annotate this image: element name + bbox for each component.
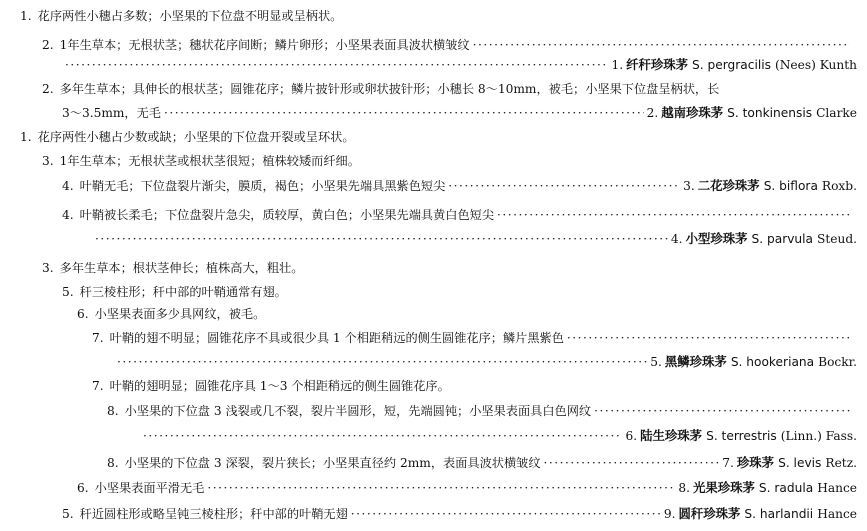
couplet-text: 叶鞘的翅明显；圆锥花序具 1～3 个相距稍远的侧生圆锥花序。 [109,379,450,393]
couplet-text: 秆三棱柱形；秆中部的叶鞘通常有翅。 [79,285,287,299]
species-author: Steud. [817,232,857,246]
species-entry [678,476,857,500]
key-line-7 [42,149,855,173]
dot-leader [594,399,852,423]
couplet-text: 1年生草本；无根状茎或根状茎很短；植株较矮而纤细。 [59,154,360,168]
couplet-text: 小坚果表面平滑无毛 [94,481,205,495]
couplet-number: 3. [42,154,54,168]
couplet-text: 花序两性小穗占多数；小坚果的下位盘不明显或呈柄状。 [37,9,343,23]
couplet-number: 6. [77,307,89,321]
dot-leader [497,203,852,227]
dot-leader [448,174,680,198]
species-chinese-name: 珍珠茅 [736,455,775,470]
couplet-number: 2. [42,38,54,52]
species-scientific-name: S. levis [778,456,822,470]
species-author: (Nees) Kunth [774,58,857,72]
couplet-number: 8. [107,404,119,418]
species-chinese-name: 光果珍珠茅 [692,480,755,495]
couplet-text: 小坚果表面多少具网纹，被毛。 [94,307,266,321]
species-author: Retz. [825,456,857,470]
key-line-10 [92,227,857,251]
couplet-number: 3. [42,261,54,275]
couplet-text: 花序两性小穗占少数或缺；小坚果的下位盘开裂或呈环状。 [37,130,355,144]
species-author: Roxb. [821,179,857,193]
species-number: 6. [625,429,638,443]
dot-leader [65,53,608,77]
species-number: 2. [646,106,659,120]
species-scientific-name: S. parvula [751,232,814,246]
couplet-number: 7. [92,331,104,345]
dot-leader [544,451,720,475]
couplet-text: 叶鞘的翅不明显；圆锥花序不具或很少具 1 个相距稍远的侧生圆锥花序；鳞片黑紫色 [109,331,564,345]
species-entry [671,227,857,251]
couplet-number: 5. [62,507,74,521]
species-number: 9. [663,507,676,521]
dot-leader [95,227,668,251]
key-line-9 [62,203,855,227]
dot-leader [567,326,852,350]
species-entry [647,101,857,125]
species-scientific-name: S. harlandii [744,507,814,521]
species-scientific-name: S. terrestris [706,429,777,443]
species-number: 1. [611,58,624,72]
species-chinese-name: 越南珍珠茅 [661,105,724,120]
key-line-13 [77,302,855,326]
dot-leader [207,476,675,500]
species-entry [625,424,857,448]
species-number: 4. [670,232,683,246]
couplet-text: 小坚果的下位盘 3 浅裂或几不裂，裂片半圆形，短，先端圆钝；小坚果表面具白色网纹 [124,404,592,418]
couplet-number: 7. [92,379,104,393]
species-author: Clarke [816,106,857,120]
species-entry [722,451,857,475]
key-line-11 [42,256,855,280]
species-entry [611,53,857,77]
dot-leader [143,424,622,448]
couplet-number: 1. [20,9,32,23]
key-line-3 [62,53,857,77]
key-line-1 [20,4,855,28]
species-author: (Linn.) Fass. [780,429,857,443]
species-chinese-name: 黑鳞珍珠茅 [664,354,727,369]
key-line-17 [107,399,855,423]
species-entry [683,174,857,198]
species-number: 8. [678,481,690,495]
species-chinese-name: 纤秆珍珠茅 [626,57,689,72]
key-line-14 [92,326,855,350]
species-number: 3. [683,179,695,193]
species-scientific-name: S. radula [758,481,814,495]
species-scientific-name: S. hookeriana [730,355,815,369]
species-chinese-name: 陆生珍珠茅 [640,428,703,443]
couplet-number: 5. [62,285,74,299]
couplet-text: 1年生草本；无根状茎；穗状花序间断；鳞片卵形；小坚果表面具波状横皱纹 [59,38,470,52]
key-line-18 [140,424,857,448]
species-chinese-name: 圆秆珍珠茅 [678,506,741,521]
dot-leader [164,101,644,125]
key-line-15 [114,350,857,374]
couplet-number: 4. [62,179,74,193]
species-number: 5. [650,355,662,369]
species-chinese-name: 二花珍珠茅 [697,178,760,193]
species-number: 7. [722,456,734,470]
couplet-number: 6. [77,481,89,495]
couplet-text: 叶鞘无毛；下位盘裂片渐尖，膜质，褐色；小坚果先端具黑紫色短尖 [79,179,446,193]
key-line-16 [92,374,855,398]
key-line-4 [42,77,857,101]
couplet-text: 多年生草本；根状茎伸长；植株高大，粗壮。 [59,261,304,275]
couplet-text: 秆近圆柱形或略呈钝三棱柱形；秆中部的叶鞘无翅 [79,507,348,521]
key-line-21 [62,502,857,526]
key-line-6 [20,125,855,149]
species-author: Hance [817,481,857,495]
dot-leader [351,502,661,526]
key-line-19 [107,451,857,475]
couplet-number: 2. [42,82,54,96]
key-line-20 [77,476,857,500]
dot-leader [117,350,647,374]
couplet-text: 3～3.5mm，无毛 [62,106,161,120]
couplet-text: 小坚果的下位盘 3 深裂，裂片狭长；小坚果直径约 2mm，表面具波状横皱纹 [124,456,541,470]
species-scientific-name: S. tonkinensis [727,106,813,120]
species-chinese-name: 小型珍珠茅 [685,231,748,246]
key-line-5 [62,101,857,125]
species-entry [650,350,857,374]
species-scientific-name: S. biflora [763,179,818,193]
couplet-number: 1. [20,130,32,144]
key-line-8 [62,174,857,198]
couplet-number: 4. [62,208,74,222]
species-author: Hance [817,507,857,521]
species-author: Bockr. [818,355,857,369]
couplet-text: 多年生草本；具伸长的根状茎；圆锥花序；鳞片披针形或卵状披针形；小穗长 8～10mm，被毛；小坚果下位盘呈柄状，长 [59,82,720,96]
key-line-12 [62,280,855,304]
couplet-number: 8. [107,456,119,470]
couplet-text: 叶鞘被长柔毛；下位盘裂片急尖，质较厚，黄白色；小坚果先端具黄白色短尖 [79,208,495,222]
species-scientific-name: S. pergracilis [692,58,771,72]
species-entry [664,502,857,526]
